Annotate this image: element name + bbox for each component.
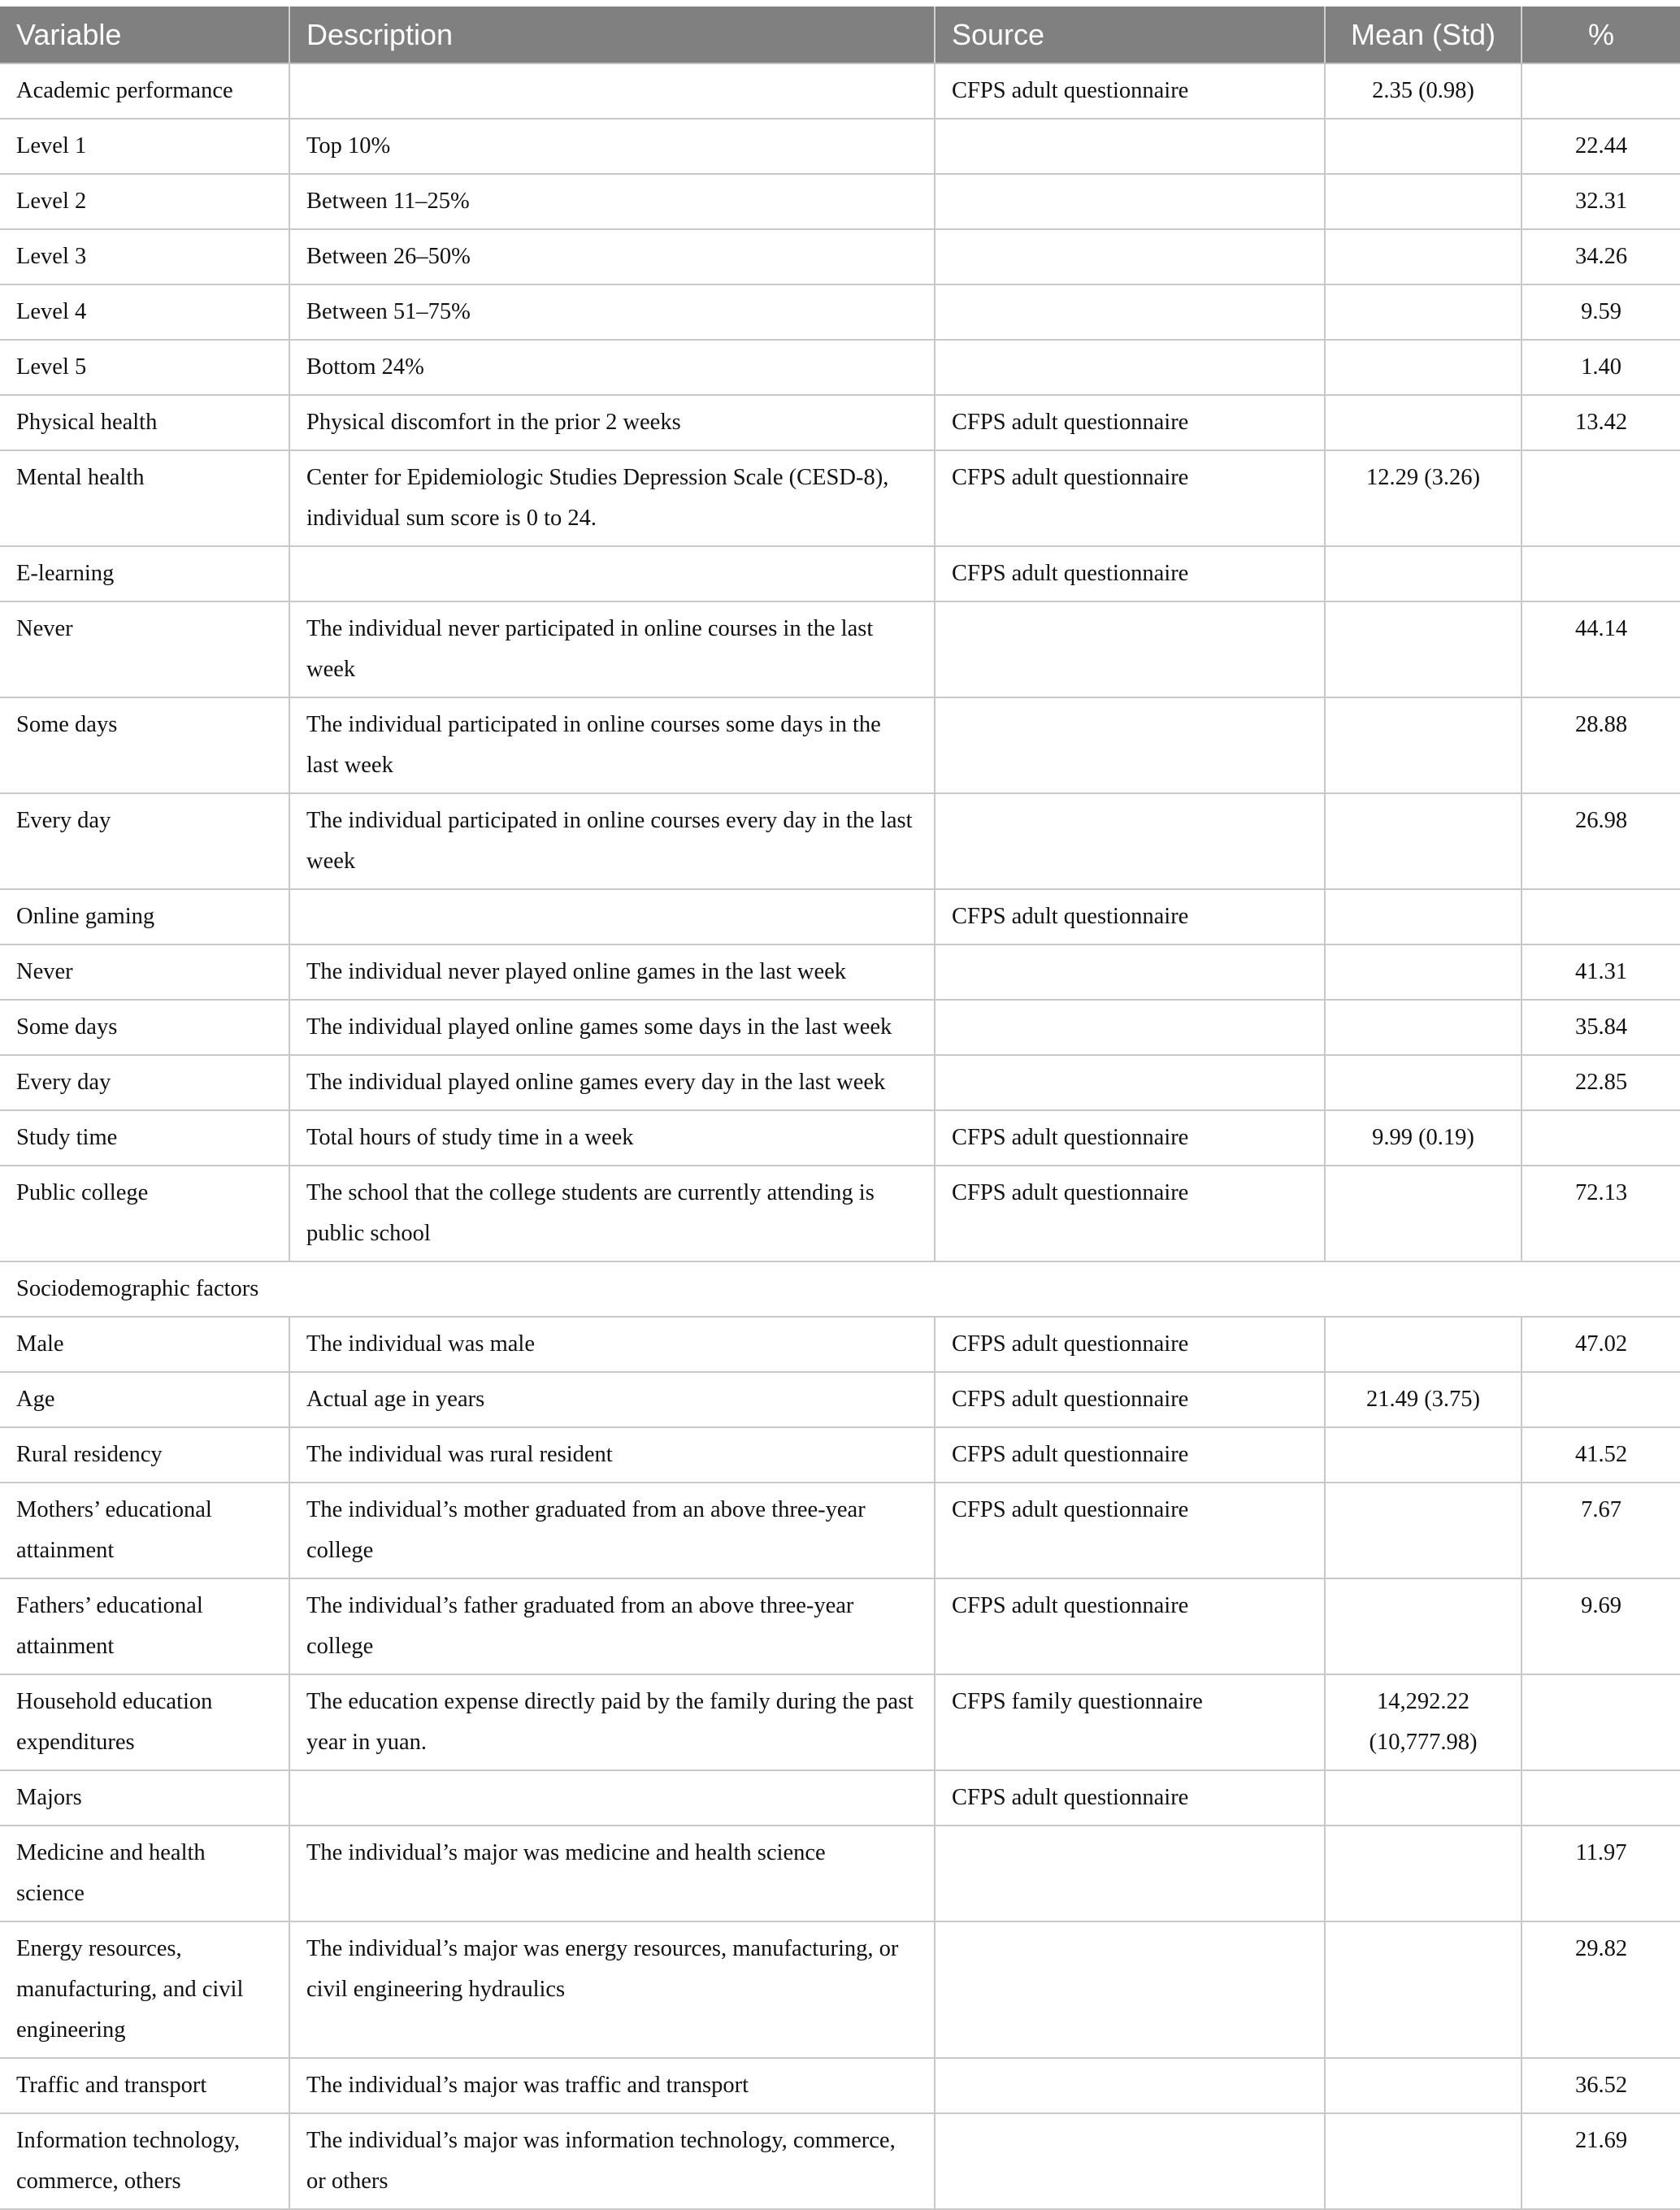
cell-variable: Mental health <box>0 450 289 546</box>
cell-percent: 29.82 <box>1522 1921 1680 2058</box>
table-row <box>0 1055 1680 1110</box>
cell-variable: Level 5 <box>0 340 289 395</box>
header-percent: % <box>1522 7 1680 63</box>
cell-source <box>935 340 1325 395</box>
header-description: Description <box>289 7 935 63</box>
cell-percent: 44.14 <box>1522 601 1680 697</box>
cell-percent: 22.85 <box>1522 1055 1680 1110</box>
table-row <box>0 1166 1680 1261</box>
cell-percent: 1.40 <box>1522 340 1680 395</box>
cell-source <box>935 601 1325 697</box>
cell-source: CFPS adult questionnaire <box>935 450 1325 546</box>
table-row <box>0 889 1680 944</box>
cell-variable: Public college <box>0 1166 289 1261</box>
cell-description: Total hours of study time in a week <box>289 1110 935 1166</box>
cell-source <box>935 1055 1325 1110</box>
cell-description: The individual participated in online courses every day in the last week <box>289 793 935 889</box>
table-row <box>0 1674 1680 1770</box>
cell-description: Bottom 24% <box>289 340 935 395</box>
cell-mean <box>1325 174 1522 229</box>
cell-variable: Traffic and transport <box>0 2058 289 2113</box>
cell-percent: 22.44 <box>1522 119 1680 174</box>
cell-percent: 32.31 <box>1522 174 1680 229</box>
table-row <box>0 2113 1680 2209</box>
cell-percent <box>1522 1674 1680 1770</box>
cell-variable: Some days <box>0 697 289 793</box>
table-row <box>0 174 1680 229</box>
cell-description: The individual’s mother graduated from an above three-year college <box>289 1483 935 1578</box>
cell-percent <box>1522 1110 1680 1166</box>
cell-description: The individual played online games every day in the last week <box>289 1055 935 1110</box>
cell-variable: Male <box>0 1317 289 1372</box>
cell-percent: 34.26 <box>1522 229 1680 284</box>
cell-variable: Every day <box>0 793 289 889</box>
cell-mean <box>1325 340 1522 395</box>
cell-description: The individual’s major was medicine and health science <box>289 1826 935 1921</box>
table-row <box>0 1826 1680 1921</box>
table-row <box>0 284 1680 340</box>
cell-mean <box>1325 793 1522 889</box>
cell-mean <box>1325 889 1522 944</box>
cell-description: The education expense directly paid by the family during the past year in yuan. <box>289 1674 935 1770</box>
cell-variable: Household education expenditures <box>0 1674 289 1770</box>
cell-variable: Majors <box>0 1770 289 1826</box>
cell-percent <box>1522 1770 1680 1826</box>
cell-variable: Online gaming <box>0 889 289 944</box>
cell-source <box>935 2113 1325 2209</box>
cell-variable: Energy resources, manufacturing, and civil engineering <box>0 1921 289 2058</box>
cell-mean <box>1325 1578 1522 1674</box>
table-row <box>0 1372 1680 1427</box>
cell-mean: 2.35 (0.98) <box>1325 63 1522 119</box>
header-mean-std: Mean (Std) <box>1325 7 1522 63</box>
cell-mean: 9.99 (0.19) <box>1325 1110 1522 1166</box>
cell-variable: Level 4 <box>0 284 289 340</box>
cell-percent: 47.02 <box>1522 1317 1680 1372</box>
cell-source <box>935 119 1325 174</box>
cell-variable: Age <box>0 1372 289 1427</box>
cell-percent: 72.13 <box>1522 1166 1680 1261</box>
table-row <box>0 2058 1680 2113</box>
cell-variable: Level 3 <box>0 229 289 284</box>
cell-mean <box>1325 395 1522 450</box>
table-row <box>0 229 1680 284</box>
cell-mean <box>1325 1055 1522 1110</box>
cell-percent: 9.59 <box>1522 284 1680 340</box>
table-row <box>0 395 1680 450</box>
cell-percent: 7.67 <box>1522 1483 1680 1578</box>
cell-percent: 41.31 <box>1522 944 1680 1000</box>
cell-description: The individual never participated in online courses in the last week <box>289 601 935 697</box>
cell-variable: Physical health <box>0 395 289 450</box>
cell-source: CFPS adult questionnaire <box>935 1483 1325 1578</box>
cell-percent <box>1522 889 1680 944</box>
cell-variable: Rural residency <box>0 1427 289 1483</box>
table-row <box>0 1000 1680 1055</box>
cell-variable: Information technology, commerce, others <box>0 2113 289 2209</box>
cell-mean <box>1325 2058 1522 2113</box>
table-row <box>0 601 1680 697</box>
cell-mean <box>1325 1317 1522 1372</box>
cell-variable: Never <box>0 944 289 1000</box>
table-row <box>0 63 1680 119</box>
cell-mean <box>1325 546 1522 601</box>
cell-mean <box>1325 1000 1522 1055</box>
cell-percent: 36.52 <box>1522 2058 1680 2113</box>
cell-mean: 14,292.22 (10,777.98) <box>1325 1674 1522 1770</box>
cell-mean <box>1325 601 1522 697</box>
cell-percent: 21.69 <box>1522 2113 1680 2209</box>
cell-description: The school that the college students are currently attending is public school <box>289 1166 935 1261</box>
cell-percent: 9.69 <box>1522 1578 1680 1674</box>
cell-mean <box>1325 1826 1522 1921</box>
cell-mean <box>1325 119 1522 174</box>
table-row <box>0 119 1680 174</box>
cell-percent: 26.98 <box>1522 793 1680 889</box>
cell-percent: 13.42 <box>1522 395 1680 450</box>
cell-description <box>289 546 935 601</box>
cell-description: The individual played online games some days in the last week <box>289 1000 935 1055</box>
cell-source <box>935 944 1325 1000</box>
cell-mean <box>1325 1770 1522 1826</box>
variables-table <box>0 7 1680 2210</box>
table-row <box>0 340 1680 395</box>
cell-variable: Academic performance <box>0 63 289 119</box>
cell-source: CFPS adult questionnaire <box>935 1578 1325 1674</box>
cell-source: CFPS adult questionnaire <box>935 1166 1325 1261</box>
cell-description: The individual’s major was information technology, commerce, or others <box>289 2113 935 2209</box>
cell-percent: 41.52 <box>1522 1427 1680 1483</box>
header-variable: Variable <box>0 7 289 63</box>
cell-source <box>935 229 1325 284</box>
table-row <box>0 546 1680 601</box>
cell-description: Between 51–75% <box>289 284 935 340</box>
cell-description: Actual age in years <box>289 1372 935 1427</box>
cell-percent: 11.97 <box>1522 1826 1680 1921</box>
cell-mean: 12.29 (3.26) <box>1325 450 1522 546</box>
cell-source: CFPS family questionnaire <box>935 1674 1325 1770</box>
cell-percent <box>1522 546 1680 601</box>
table-row <box>0 1427 1680 1483</box>
cell-description: Top 10% <box>289 119 935 174</box>
cell-source: CFPS adult questionnaire <box>935 889 1325 944</box>
cell-source <box>935 697 1325 793</box>
table-row <box>0 944 1680 1000</box>
table-row <box>0 1770 1680 1826</box>
cell-mean <box>1325 944 1522 1000</box>
cell-variable: Every day <box>0 1055 289 1110</box>
cell-description: The individual participated in online courses some days in the last week <box>289 697 935 793</box>
table-row <box>0 1483 1680 1578</box>
cell-source: CFPS adult questionnaire <box>935 1372 1325 1427</box>
cell-source: CFPS adult questionnaire <box>935 63 1325 119</box>
cell-description: Center for Epidemiologic Studies Depression Scale (CESD-8), individual sum score is 0 to 24. <box>289 450 935 546</box>
cell-percent: 28.88 <box>1522 697 1680 793</box>
cell-mean <box>1325 1166 1522 1261</box>
cell-variable: Level 2 <box>0 174 289 229</box>
cell-variable: Level 1 <box>0 119 289 174</box>
cell-percent <box>1522 63 1680 119</box>
cell-source <box>935 284 1325 340</box>
table-row <box>0 1921 1680 2058</box>
table-row <box>0 450 1680 546</box>
cell-variable: Study time <box>0 1110 289 1166</box>
table-row <box>0 1317 1680 1372</box>
cell-source <box>935 2058 1325 2113</box>
cell-percent: 35.84 <box>1522 1000 1680 1055</box>
table-row <box>0 1578 1680 1674</box>
cell-description: The individual’s major was traffic and transport <box>289 2058 935 2113</box>
header-row <box>0 7 1680 63</box>
table-row <box>0 793 1680 889</box>
cell-source: CFPS adult questionnaire <box>935 546 1325 601</box>
cell-source: CFPS adult questionnaire <box>935 395 1325 450</box>
section-label: Sociodemographic factors <box>0 1261 1680 1317</box>
cell-mean <box>1325 1483 1522 1578</box>
cell-source: CFPS adult questionnaire <box>935 1427 1325 1483</box>
cell-percent <box>1522 450 1680 546</box>
cell-mean <box>1325 1427 1522 1483</box>
table-row <box>0 1110 1680 1166</box>
cell-description: The individual’s major was energy resources, manufacturing, or civil engineering hydraulics <box>289 1921 935 2058</box>
cell-variable: E-learning <box>0 546 289 601</box>
cell-description: The individual never played online games in the last week <box>289 944 935 1000</box>
cell-variable: Medicine and health science <box>0 1826 289 1921</box>
cell-percent <box>1522 1372 1680 1427</box>
cell-source <box>935 793 1325 889</box>
section-row <box>0 1261 1680 1317</box>
cell-description: The individual was male <box>289 1317 935 1372</box>
cell-mean <box>1325 2113 1522 2209</box>
cell-source: CFPS adult questionnaire <box>935 1317 1325 1372</box>
cell-mean: 21.49 (3.75) <box>1325 1372 1522 1427</box>
cell-mean <box>1325 284 1522 340</box>
cell-description <box>289 63 935 119</box>
cell-description <box>289 889 935 944</box>
cell-mean <box>1325 1921 1522 2058</box>
cell-variable: Some days <box>0 1000 289 1055</box>
header-source: Source <box>935 7 1325 63</box>
cell-description: Physical discomfort in the prior 2 weeks <box>289 395 935 450</box>
cell-source: CFPS adult questionnaire <box>935 1110 1325 1166</box>
cell-source <box>935 174 1325 229</box>
cell-description <box>289 1770 935 1826</box>
cell-description: The individual was rural resident <box>289 1427 935 1483</box>
cell-description: Between 26–50% <box>289 229 935 284</box>
cell-source <box>935 1000 1325 1055</box>
cell-variable: Mothers’ educational attainment <box>0 1483 289 1578</box>
cell-mean <box>1325 697 1522 793</box>
cell-variable: Fathers’ educational attainment <box>0 1578 289 1674</box>
cell-source <box>935 1921 1325 2058</box>
cell-variable: Never <box>0 601 289 697</box>
table-row <box>0 697 1680 793</box>
cell-source: CFPS adult questionnaire <box>935 1770 1325 1826</box>
cell-description: Between 11–25% <box>289 174 935 229</box>
cell-source <box>935 1826 1325 1921</box>
cell-mean <box>1325 229 1522 284</box>
cell-description: The individual’s father graduated from an above three-year college <box>289 1578 935 1674</box>
